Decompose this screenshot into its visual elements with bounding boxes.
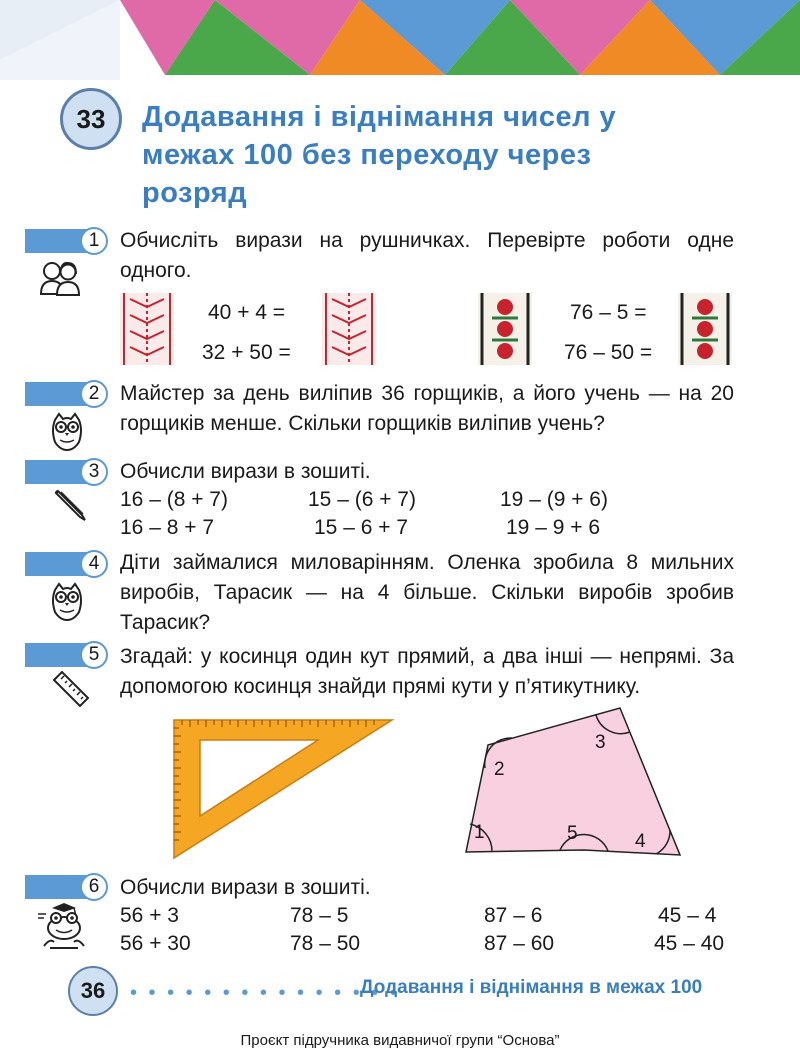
task-text: Згадай: у косинця один кут прямий, а два інші — непрямі. За допомогою косинця знайди прямі кути у п’ятикутнику. (120, 645, 734, 698)
expression: 32 + 50 = (202, 341, 291, 364)
expression: 87 – 6 (484, 904, 543, 927)
expression: 40 + 4 = (208, 301, 286, 324)
embroidered-towel-red (322, 293, 376, 365)
task-number: 6 (80, 873, 108, 901)
owl-icon (50, 412, 84, 452)
task-number: 5 (80, 641, 108, 669)
task-number: 4 (80, 550, 108, 578)
task-text: Обчисли вирази в зошиті. (120, 876, 371, 899)
publisher-credit: Проєкт підручника видавничої групи “Основа” (240, 1032, 560, 1049)
embroidered-towel-floral (478, 293, 532, 365)
expression: 15 – (6 + 7) (308, 488, 416, 511)
pentagon-figure (460, 700, 690, 870)
lesson-title: Додавання і віднімання чисел у межах 100 без переходу через розряд (142, 101, 617, 209)
angle-label: 3 (595, 732, 606, 753)
lesson-number-badge (60, 88, 122, 150)
page-number: 36 (80, 978, 106, 1003)
pencil-icon (52, 487, 88, 523)
section-title: Додавання і віднімання в межах 100 (360, 977, 703, 998)
expression: 19 – (9 + 6) (500, 488, 608, 511)
frog-scholar-icon (36, 902, 88, 950)
angle-label: 2 (494, 759, 505, 780)
expression: 78 – 50 (290, 932, 361, 955)
embroidered-towel-floral (678, 293, 732, 365)
task-text: Обчисліть вирази на рушничках. Перевірте роботи одне одного. (120, 229, 734, 282)
task-text: Майстер за день виліпив 36 горщиків, а його учень — на 20 горщиків менше. Скільки горщиків виліпив учень? (120, 382, 734, 435)
set-square (170, 716, 396, 862)
pair-work-icon (38, 258, 82, 298)
task-number: 3 (80, 458, 108, 486)
owl-icon (50, 582, 84, 622)
expression: 56 + 30 (120, 932, 191, 955)
expression: 16 – (8 + 7) (120, 488, 228, 511)
expression: 45 – 4 (658, 904, 717, 927)
task-text: Діти займалися миловарінням. Оленка зробила 8 мильних виробів, Тарасик — на 4 більше. Скільки виробів зробив Тарасик? (120, 551, 734, 634)
ruler-icon (52, 670, 90, 708)
page-number-badge (68, 966, 118, 1016)
embroidered-towel-red (120, 293, 174, 365)
task-text: Обчисли вирази в зошиті. (120, 460, 371, 483)
angle-label: 4 (635, 831, 646, 852)
expression: 19 – 9 + 6 (506, 516, 600, 539)
angle-label: 1 (474, 822, 485, 843)
top-banner (0, 0, 800, 80)
expression: 15 – 6 + 7 (314, 516, 408, 539)
expression: 87 – 60 (484, 932, 555, 955)
angle-label: 5 (567, 823, 578, 844)
task-number: 2 (80, 380, 108, 408)
expression: 45 – 40 (654, 932, 725, 955)
expression: 16 – 8 + 7 (120, 516, 214, 539)
expression: 76 – 5 = (570, 301, 647, 324)
expression: 76 – 50 = (564, 341, 653, 364)
task-number: 1 (80, 227, 108, 255)
dotted-leader: • • • • • • • • • • • • • • • (130, 982, 400, 1004)
expression: 56 + 3 (120, 904, 179, 927)
lesson-number: 33 (76, 103, 106, 134)
expression: 78 – 5 (290, 904, 349, 927)
